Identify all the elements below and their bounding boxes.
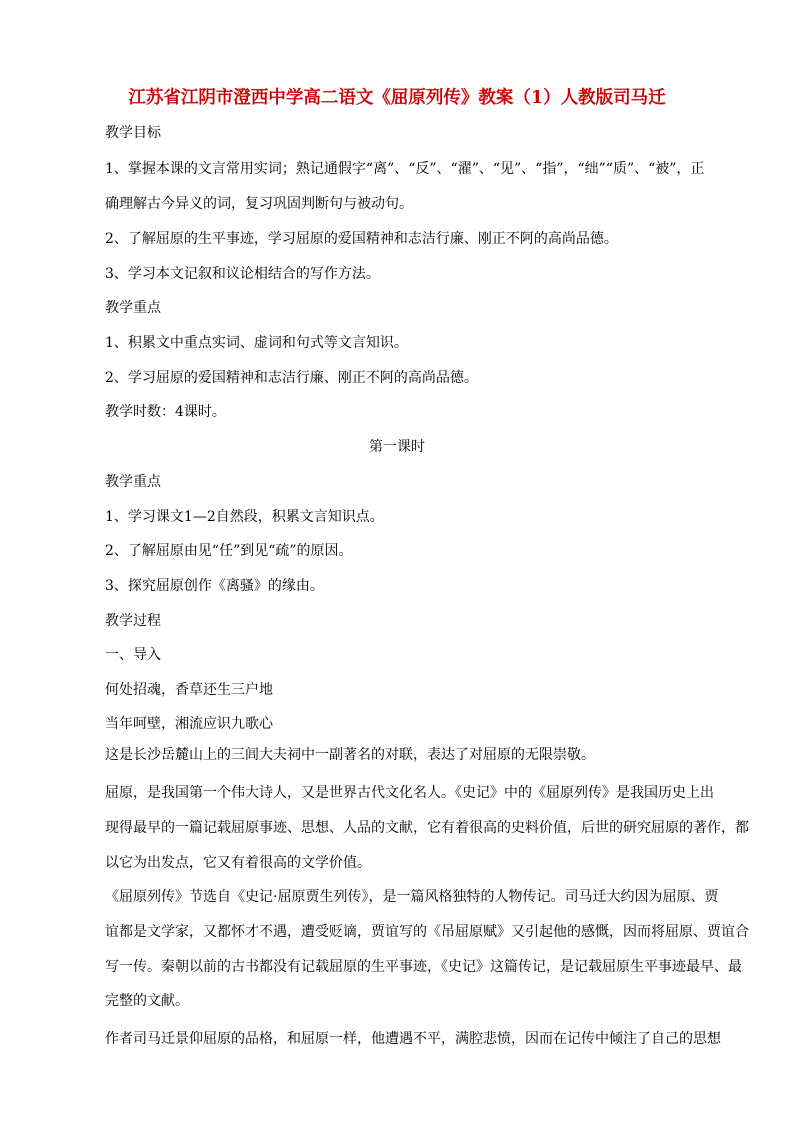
heading-key-points: 教学重点 [105, 300, 161, 316]
section-heading-first-lesson: 第一课时 [369, 439, 425, 455]
heading-intro: 一、导入 [105, 647, 161, 663]
couplet-line: 何处招魂，香草还生三户地 [105, 682, 273, 698]
paragraph-line: 2、学习屈原的爱国精神和志洁行廉、刚正不阿的高尚品德。 [105, 370, 478, 386]
paragraph-line: 屈原，是我国第一个伟大诗人，又是世界古代文化名人。《史记》中的《屈原列传》是我国历史上出 [105, 785, 714, 801]
paragraph-line: 2、了解屈原由见“任”到见“疏”的原因。 [105, 543, 353, 559]
paragraph-line: 1、学习课文1—2自然段，积累文言知识点。 [105, 509, 384, 525]
paragraph-line: 2、了解屈原的生平事迹，学习屈原的爱国精神和志洁行廉、刚正不阿的高尚品德。 [105, 231, 618, 247]
paragraph-line: 3、探究屈原创作《离骚》的缘由。 [105, 578, 324, 594]
paragraph-line: 1、积累文中重点实词、虚词和句式等文言知识。 [105, 335, 408, 351]
document-title: 江苏省江阴市澄西中学高二语文《屈原列传》教案（1）人教版司马迁 [128, 88, 666, 108]
paragraph-line: 以它为出发点，它又有着很高的文学价值。 [105, 855, 371, 871]
paragraph-line: 完整的文献。 [105, 993, 189, 1009]
couplet-line: 当年呵壁，湘流应识九歌心 [105, 716, 273, 732]
paragraph-line: 《屈原列传》节选自《史记·屈原贾生列传》，是一篇风格独特的人物传记。司马迁大约因为屈原、贾 [105, 889, 719, 905]
paragraph-line: 3、学习本文记叙和议论相结合的写作方法。 [105, 266, 380, 282]
paragraph-line: 现得最早的一篇记载屈原事迹、思想、人品的文献，它有着很高的史料价值，后世的研究屈原的著作，都 [105, 820, 749, 836]
heading-teaching-goals: 教学目标 [105, 125, 161, 141]
paragraph-line: 作者司马迁景仰屈原的品格，和屈原一样，他遭遇不平，满腔悲愤，因而在记传中倾注了自己的思想 [105, 1031, 721, 1047]
paragraph-line: 写一传。秦朝以前的古书都没有记载屈原的生平事迹，《史记》这篇传记，是记载屈原生平事迹最早、最 [105, 959, 742, 975]
paragraph-line: 1、掌握本课的文言常用实词；熟记通假字“离”、“反”、“濯”、“见”、“指”，“绌”“质”、“被”，正 [105, 161, 705, 177]
paragraph-line: 这是长沙岳麓山上的三闾大夫祠中一副著名的对联，表达了对屈原的无限崇敬。 [105, 747, 595, 763]
paragraph-line: 确理解古今异义的词，复习巩固判断句与被动句。 [105, 196, 413, 212]
paragraph-line: 谊都是文学家，又都怀才不遇，遭受贬谪，贾谊写的《吊屈原赋》又引起他的感慨，因而将屈原、贾谊合 [105, 924, 749, 940]
heading-key-points: 教学重点 [105, 474, 161, 490]
paragraph-line: 教学时数：4课时。 [105, 404, 226, 420]
heading-process: 教学过程 [105, 613, 161, 629]
